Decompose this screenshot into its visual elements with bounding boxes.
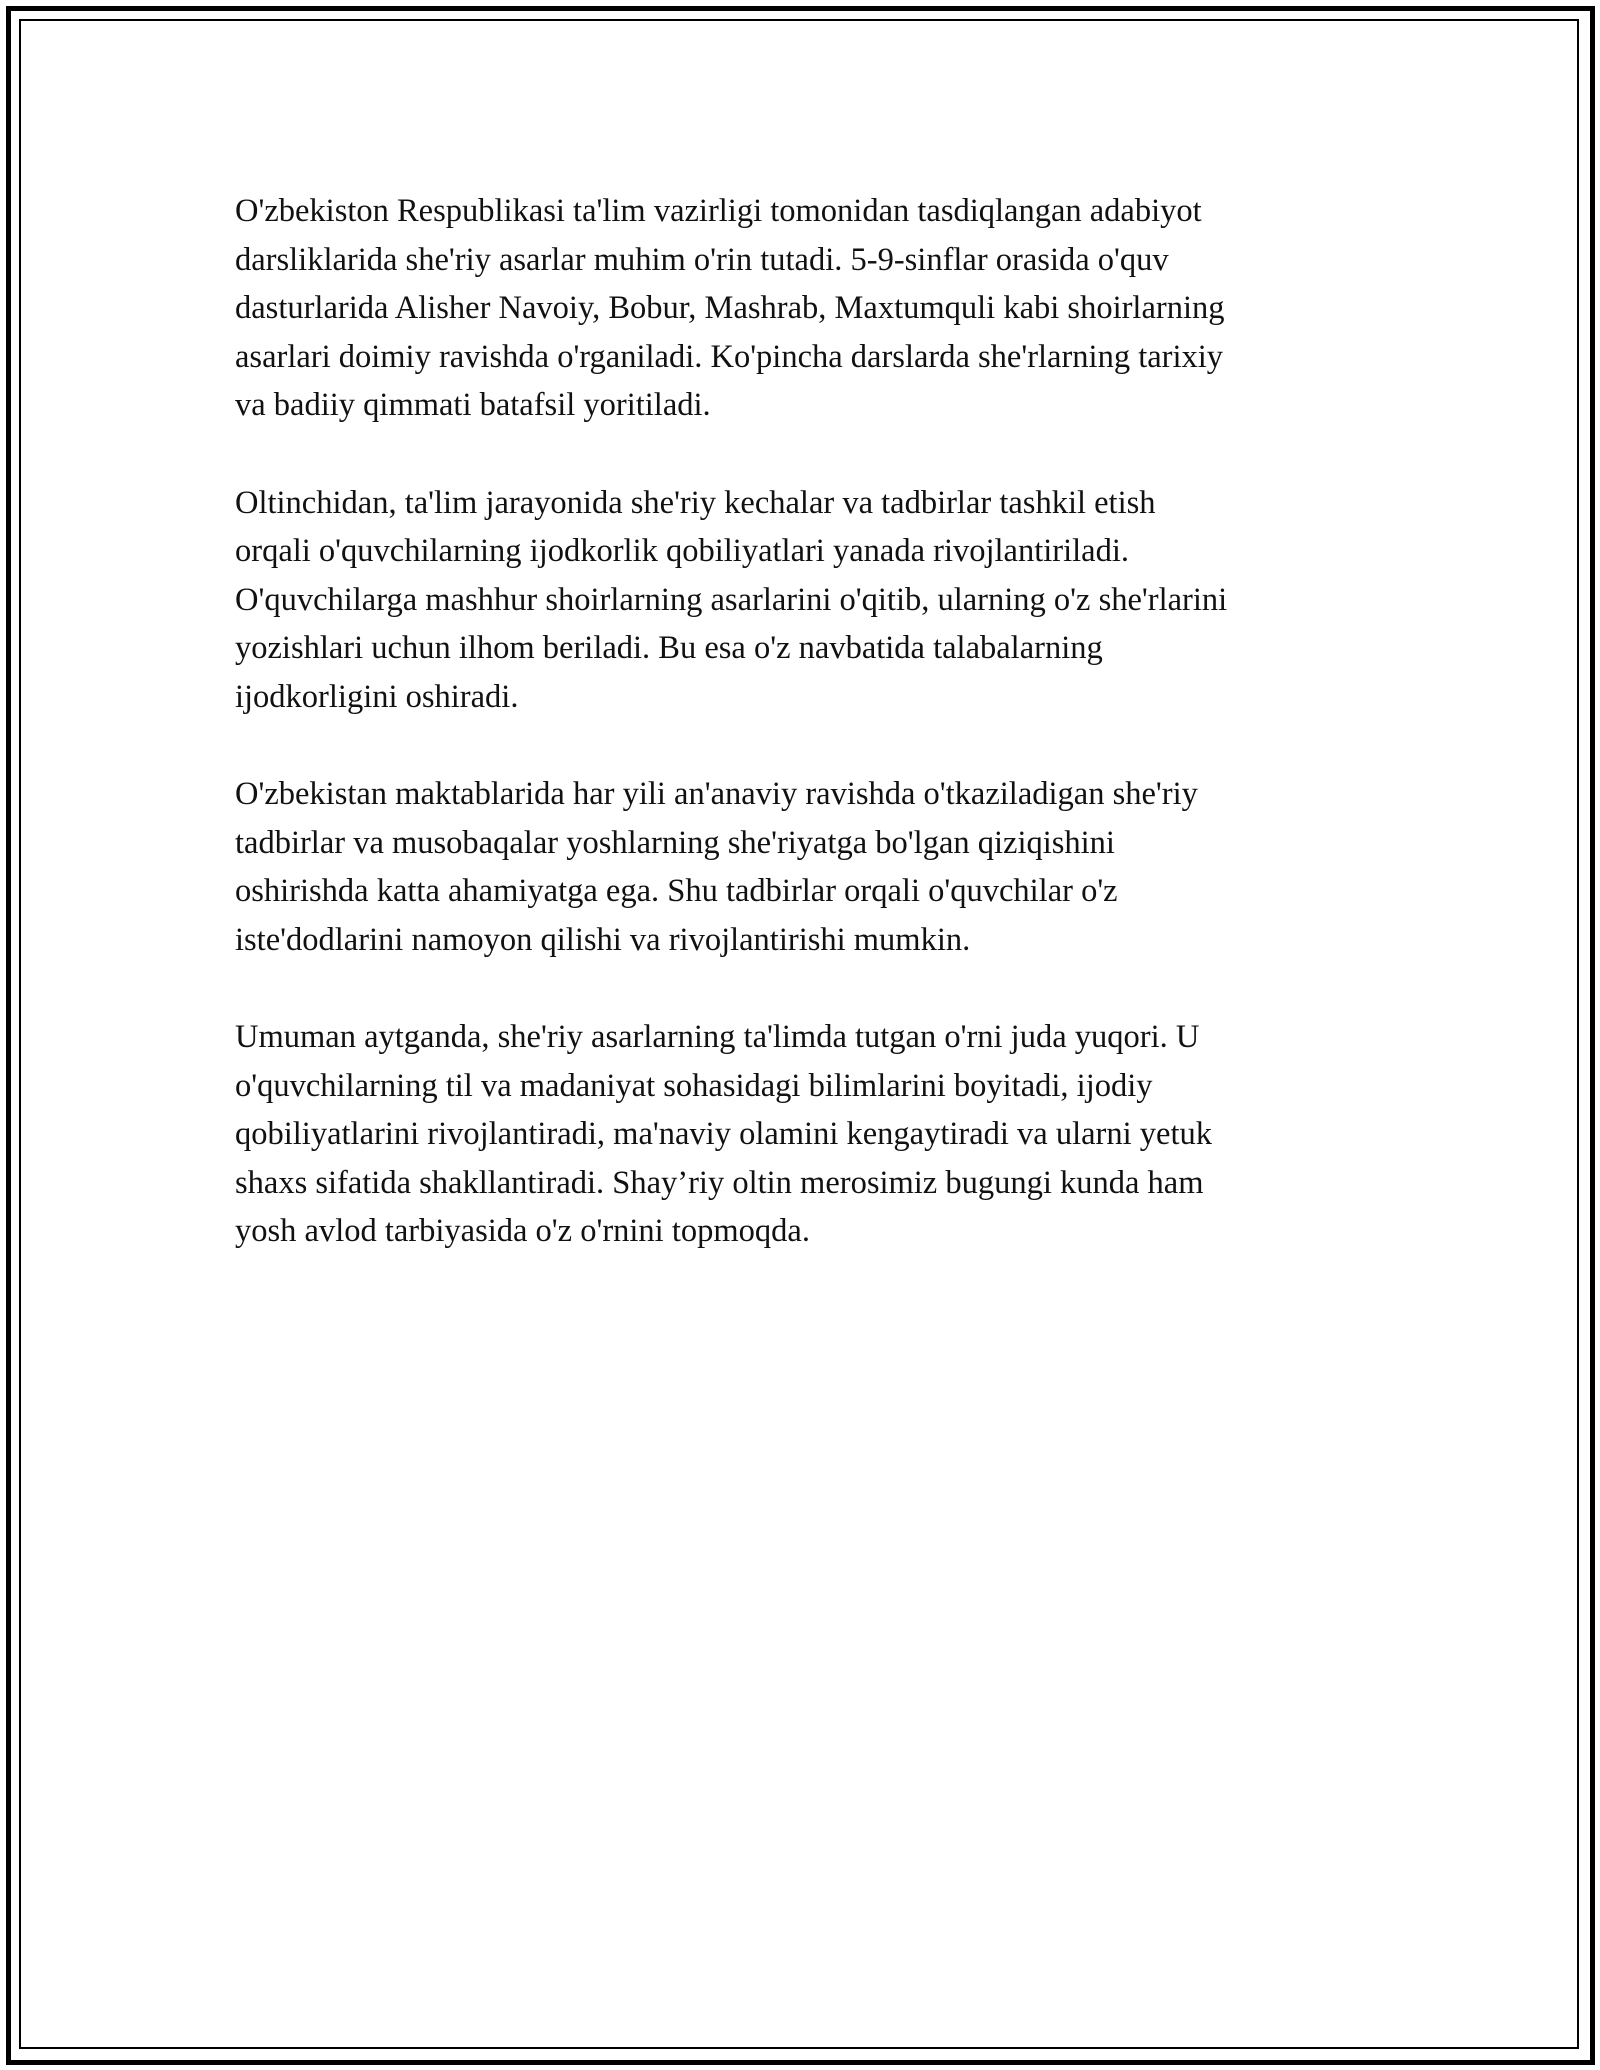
paragraph-conclusion: [235, 1013, 1370, 1256]
text-line: O'zbekistan maktablarida har yili an'anaviy ravishda o'tkaziladigan she'riy: [235, 776, 1198, 813]
text-line: tadbirlar va musobaqalar yoshlarning she'riyatga bo'lgan qiziqishini: [235, 824, 1115, 861]
text-line: asarlari doimiy ravishda o'rganiladi. Ko'pincha darslarda she'rlarning tarixiy: [235, 338, 1224, 375]
text-line: qobiliyatlarini rivojlantiradi, ma'naviy olamini kengaytiradi va ularni yetuk: [235, 1116, 1212, 1153]
text-line: darsliklarida she'riy asarlar muhim o'rin tutadi. 5-9-sinflar orasida o'quv: [235, 241, 1169, 278]
text-line: dasturlarida Alisher Navoiy, Bobur, Mashrab, Maxtumquli kabi shoirlarning: [235, 290, 1225, 327]
text-line: o'quvchilarning til va madaniyat sohasidagi bilimlarini boyitadi, ijodiy: [235, 1067, 1153, 1104]
text-line: ijodkorligini oshiradi.: [235, 678, 519, 715]
text-line: O'zbekiston Respublikasi ta'lim vazirligi tomonidan tasdiqlangan adabiyot: [235, 193, 1202, 229]
document-body: [235, 187, 1370, 1305]
text-line: iste'dodlarini namoyon qilishi va rivojlantirishi mumkin.: [235, 921, 971, 958]
paragraph-poetry-events: [235, 479, 1370, 722]
text-line: va badiiy qimmati batafsil yoritiladi.: [235, 387, 711, 424]
text-line: O'quvchilarga mashhur shoirlarning asarlarini o'qitib, ularning o'z she'rlarini: [235, 581, 1228, 618]
paragraph-curriculum: [235, 187, 1370, 430]
text-line: Umuman aytganda, she'riy asarlarning ta'limda tutgan o'rni juda yuqori. U: [235, 1019, 1200, 1056]
text-line: orqali o'quvchilarning ijodkorlik qobiliyatlari yanada rivojlantiriladi.: [235, 533, 1129, 570]
text-line: yozishlari uchun ilhom beriladi. Bu esa o'z navbatida talabalarning: [235, 630, 1103, 667]
text-line: oshirishda katta ahamiyatga ega. Shu tadbirlar orqali o'quvchilar o'z: [235, 873, 1118, 910]
paragraph-school-competitions: [235, 770, 1370, 964]
text-line: shaxs sifatida shakllantiradi. Shay’riy oltin merosimiz bugungi kunda ham: [235, 1164, 1204, 1201]
text-line: yosh avlod tarbiyasida o'z o'rnini topmoqda.: [235, 1213, 810, 1250]
text-line: Oltinchidan, ta'lim jarayonida she'riy kechalar va tadbirlar tashkil etish: [235, 484, 1156, 521]
